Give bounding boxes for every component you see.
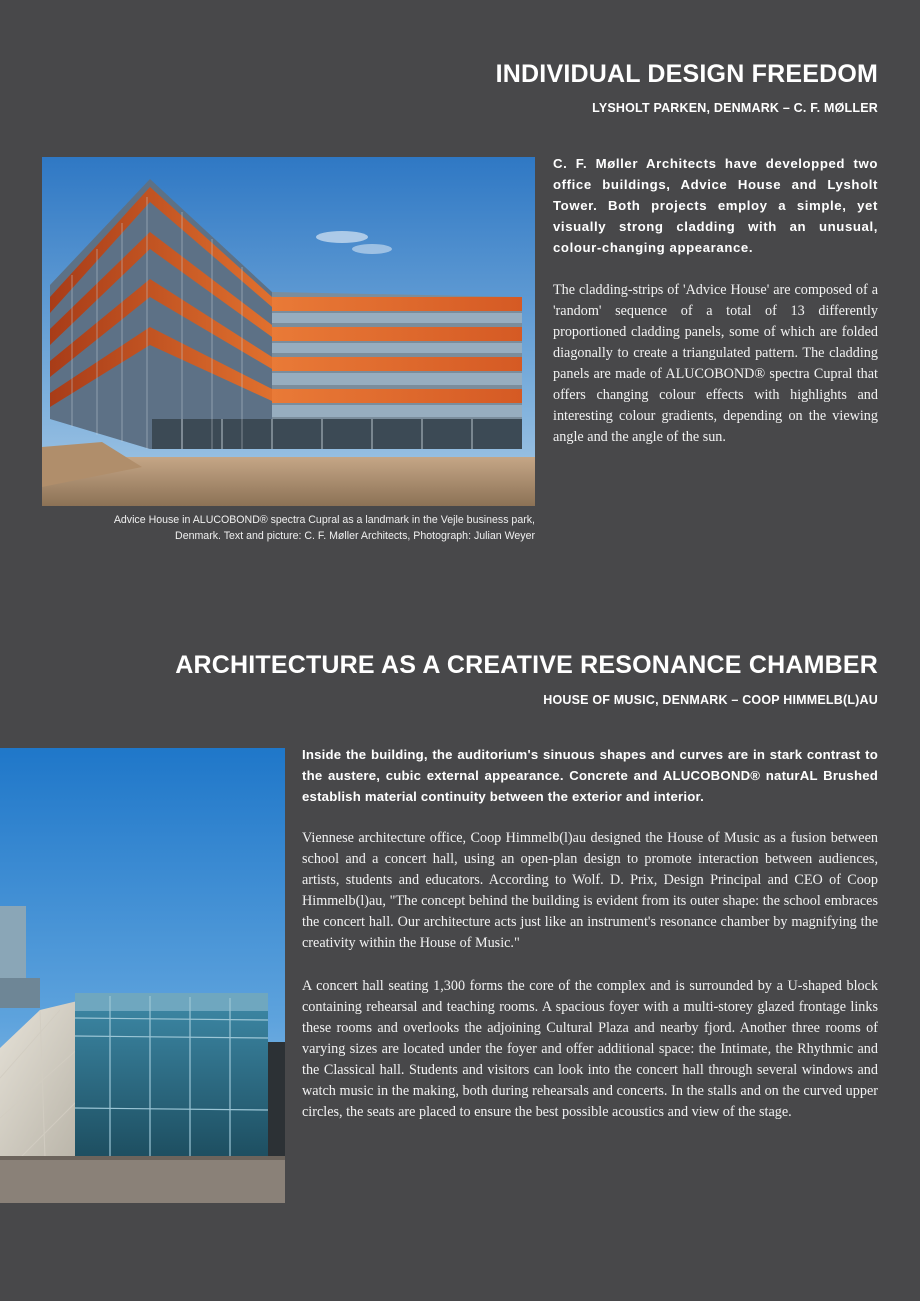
- section2-title: ARCHITECTURE AS A CREATIVE RESONANCE CHAMBER: [175, 651, 878, 679]
- section2-body-2: A concert hall seating 1,300 forms the core of the complex and is surrounded by a U-shaped block containing rehearsal and teaching rooms. A spacious foyer with a multi-storey glazed frontage links these rooms and overlooks the adjoining Cultural Plaza and nearby fjord. Another three rooms of varying sizes are located under the foyer and offer additional space: the Intimate, the Rhythmic and the Classical hall. Students and visitors can look into the concert hall through several windows and watch music in the making, both during rehearsals and concerts. In the stalls and on the curved upper circles, the seats are placed to ensure the best possible acoustics and view of the stage.: [302, 978, 878, 1120]
- advice-house-caption: [42, 512, 535, 544]
- section2-lead: Inside the building, the auditorium's sinuous shapes and curves are in stark contrast to the austere, cubic external appearance. Concrete and ALUCOBOND® naturAL Brushed establish material continuity between the exterior and interior.: [302, 747, 878, 804]
- caption-line-2: Denmark. Text and picture: C. F. Møller Architects, Photograph: Julian Weyer: [175, 530, 535, 542]
- section1-lead: C. F. Møller Architects have developped two office buildings, Advice House and Lysholt Tower. Both projects employ a simple, yet visually strong cladding with an unusual, colour-changing appearance.: [553, 156, 878, 255]
- section1-body: The cladding-strips of 'Advice House' are composed of a 'random' sequence of a total of 13 differently proportioned cladding panels, some of which are folded diagonally to create a triangulated pattern. The cladding panels are made of ALUCOBOND® spectra Cupral that offers changing colour effects with highlights and interesting colour gradients, depending on the viewing angle and the angle of the sun.: [553, 282, 878, 445]
- section1-subtitle: LYSHOLT PARKEN, DENMARK – C. F. MØLLER: [592, 101, 878, 115]
- section1-title: INDIVIDUAL DESIGN FREEDOM: [495, 60, 878, 88]
- section2-body-1: Viennese architecture office, Coop Himmelb(l)au designed the House of Music as a fusion between school and a concert hall, using an open-plan design to promote interaction between audiences, artists, students and educators. According to Wolf. D. Prix, Design Principal and CEO of Coop Himmelb(l)au, "The concept behind the building is evident from its outer shape: the school embraces the concert hall. Our architecture acts just like an instrument's resonance chamber by magnifying the creativity within the House of Music.": [302, 830, 878, 951]
- caption-line-1: Advice House in ALUCOBOND® spectra Cupral as a landmark in the Vejle business park,: [113, 514, 535, 526]
- house-of-music-photo: [0, 748, 285, 1203]
- section2-subtitle: HOUSE OF MUSIC, DENMARK – COOP HIMMELB(L)AU: [543, 693, 878, 707]
- advice-house-photo: [42, 157, 535, 506]
